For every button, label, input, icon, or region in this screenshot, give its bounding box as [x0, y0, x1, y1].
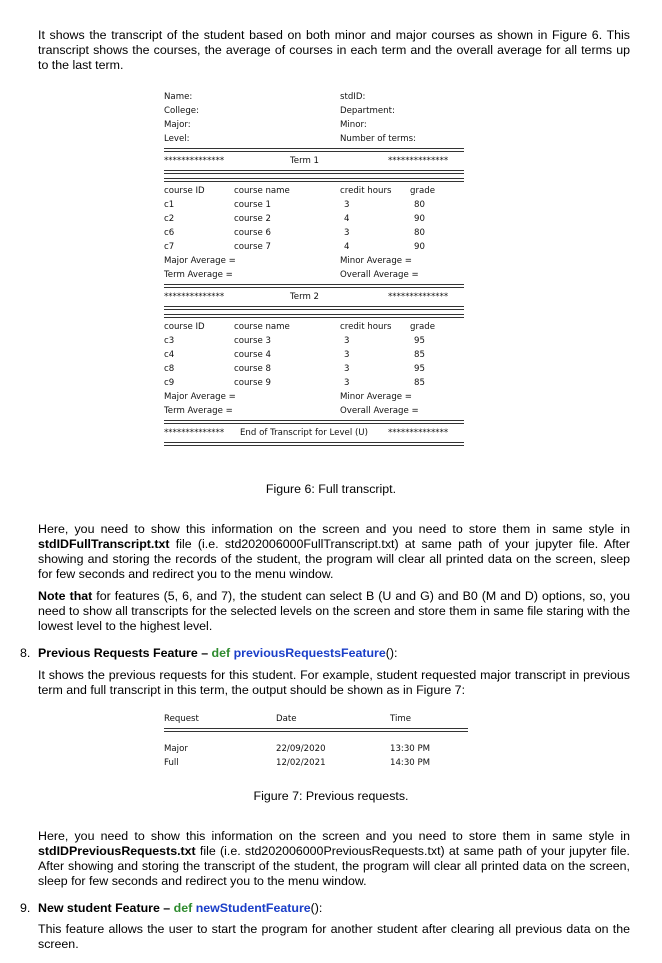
figure-6-caption: Figure 6: Full transcript.	[265, 482, 397, 496]
cell-name: course 2	[234, 214, 271, 224]
cell-credit: 3	[344, 200, 350, 210]
stars-right: **************	[388, 156, 449, 166]
table-row	[164, 348, 464, 362]
cell-grade: 85	[414, 378, 425, 388]
major-label: Major:	[164, 120, 191, 130]
cell-credit: 3	[344, 364, 350, 374]
level-label: Level:	[164, 134, 190, 144]
term-2-title: Term 2	[290, 292, 320, 302]
table-row	[164, 212, 464, 226]
cell-credit: 3	[344, 350, 350, 360]
figure-7-previous-requests	[164, 712, 468, 770]
stars-right: **************	[388, 428, 449, 438]
cell-id: c3	[164, 336, 175, 346]
cell-request: Major	[164, 744, 188, 754]
note-label: Note that	[38, 589, 93, 603]
col-time: Time	[390, 714, 412, 724]
filename-full-transcript: stdIDFullTranscript.txt	[38, 537, 170, 551]
col-course-name: course name	[234, 186, 290, 196]
cell-id: c4	[164, 350, 175, 360]
stars-right: **************	[388, 292, 449, 302]
cell-time: 14:30 PM	[390, 758, 431, 768]
table-row	[164, 198, 464, 212]
item-title: Previous Requests Feature –	[38, 646, 212, 660]
col-course-id: course ID	[164, 322, 205, 332]
item-title: New student Feature –	[38, 901, 174, 915]
cell-request: Full	[164, 758, 179, 768]
paragraph-previous-requests: Here, you need to show this information on the screen and you need to store them in same style in stdIDPreviousRequests.txt file (i.e. std202006000PreviousRequests.txt) at same path of your jupyter file. After showing and storing the transcript of the student, the program will clear all printed data on the screen, sleep for few seconds and redirect you to the menu window.	[38, 829, 630, 888]
cell-grade: 90	[414, 214, 425, 224]
def-keyword: def	[211, 646, 231, 660]
cell-date: 12/02/2021	[276, 758, 326, 768]
minor-average: Minor Average =	[340, 392, 412, 402]
col-course-name: course name	[234, 322, 290, 332]
department-label: Department:	[340, 106, 395, 116]
separator-line	[164, 306, 464, 312]
col-credit-hours: credit hours	[340, 322, 392, 332]
table-row	[164, 334, 464, 348]
term-average: Term Average =	[164, 270, 233, 280]
cell-credit: 3	[344, 228, 350, 238]
separator-line	[164, 170, 464, 176]
table-row	[164, 240, 464, 254]
item-number: 8.	[20, 646, 31, 660]
paragraph-full-transcript: Here, you need to show this information on the screen and you need to store them in same style in stdIDFullTranscript.txt file (i.e. std202006000FullTranscript.txt) at same path of your jupyter file. After showing and storing the records of the student, the program will clear all printed data on the screen, sleep for few seconds and redirect you to the menu window.	[38, 522, 630, 581]
name-label: Name:	[164, 92, 193, 102]
col-grade: grade	[410, 322, 435, 332]
term-average: Term Average =	[164, 406, 233, 416]
table-row	[164, 362, 464, 376]
table-row	[164, 742, 468, 756]
cell-grade: 95	[414, 336, 425, 346]
separator-line	[164, 728, 468, 742]
item-number: 9.	[20, 901, 31, 915]
cell-date: 22/09/2020	[276, 744, 326, 754]
stdid-label: stdID:	[340, 92, 366, 102]
cell-id: c7	[164, 242, 175, 252]
major-average: Major Average =	[164, 392, 236, 402]
col-credit-hours: credit hours	[340, 186, 392, 196]
college-label: College:	[164, 106, 199, 116]
cell-grade: 90	[414, 242, 425, 252]
cell-name: course 1	[234, 200, 271, 210]
paragraph-note: Note that for features (5, 6, and 7), the student can select B (U and G) and B0 (M and D) options, so, you need to show all transcripts for the selected levels on the screen and store them in same file staring with the lowest level to the highest level.	[38, 589, 630, 633]
figure-6-transcript	[164, 90, 464, 448]
cell-credit: 4	[344, 214, 350, 224]
end-of-transcript-label: End of Transcript for Level (U)	[240, 428, 368, 438]
col-request: Request	[164, 714, 199, 724]
stars-left: **************	[164, 156, 225, 166]
term-1-title: Term 1	[290, 156, 320, 166]
item-9-description: This feature allows the user to start the program for another student after clearing all previous data on the screen.	[38, 922, 630, 951]
item-8-description: It shows the previous requests for this student. For example, student requested major transcript in previous term and full transcript in this term, the output should be shown as in Figure 7:	[38, 668, 630, 697]
col-course-id: course ID	[164, 186, 205, 196]
table-row	[164, 376, 464, 390]
table-row	[164, 226, 464, 240]
cell-id: c9	[164, 378, 175, 388]
cell-grade: 95	[414, 364, 425, 374]
major-average: Major Average =	[164, 256, 236, 266]
overall-average: Overall Average =	[340, 270, 419, 280]
stars-left: **************	[164, 428, 225, 438]
overall-average: Overall Average =	[340, 406, 419, 416]
cell-id: c8	[164, 364, 175, 374]
num-terms-label: Number of terms:	[340, 134, 417, 144]
cell-name: course 4	[234, 350, 271, 360]
cell-id: c1	[164, 200, 175, 210]
minor-average: Minor Average =	[340, 256, 412, 266]
cell-name: course 7	[234, 242, 271, 252]
cell-credit: 3	[344, 336, 350, 346]
cell-grade: 80	[414, 228, 425, 238]
cell-name: course 6	[234, 228, 271, 238]
filename-previous-requests: stdIDPreviousRequests.txt	[38, 844, 196, 858]
table-row	[164, 756, 468, 770]
cell-id: c6	[164, 228, 175, 238]
figure-7-caption: Figure 7: Previous requests.	[253, 789, 409, 803]
cell-grade: 80	[414, 200, 425, 210]
cell-grade: 85	[414, 350, 425, 360]
separator-line	[164, 442, 464, 448]
col-date: Date	[276, 714, 297, 724]
minor-label: Minor:	[340, 120, 367, 130]
cell-name: course 3	[234, 336, 271, 346]
function-name: newStudentFeature	[195, 901, 311, 915]
cell-time: 13:30 PM	[390, 744, 431, 754]
function-name: previousRequestsFeature	[233, 646, 386, 660]
def-keyword: def	[173, 901, 193, 915]
cell-id: c2	[164, 214, 175, 224]
stars-left: **************	[164, 292, 225, 302]
cell-credit: 4	[344, 242, 350, 252]
cell-name: course 8	[234, 364, 271, 374]
cell-name: course 9	[234, 378, 271, 388]
col-grade: grade	[410, 186, 435, 196]
cell-credit: 3	[344, 378, 350, 388]
intro-paragraph: It shows the transcript of the student based on both minor and major courses as shown in Figure 6. This transcript shows the courses, the average of courses in each term and the overall average for all terms up to the last term.	[38, 28, 630, 72]
